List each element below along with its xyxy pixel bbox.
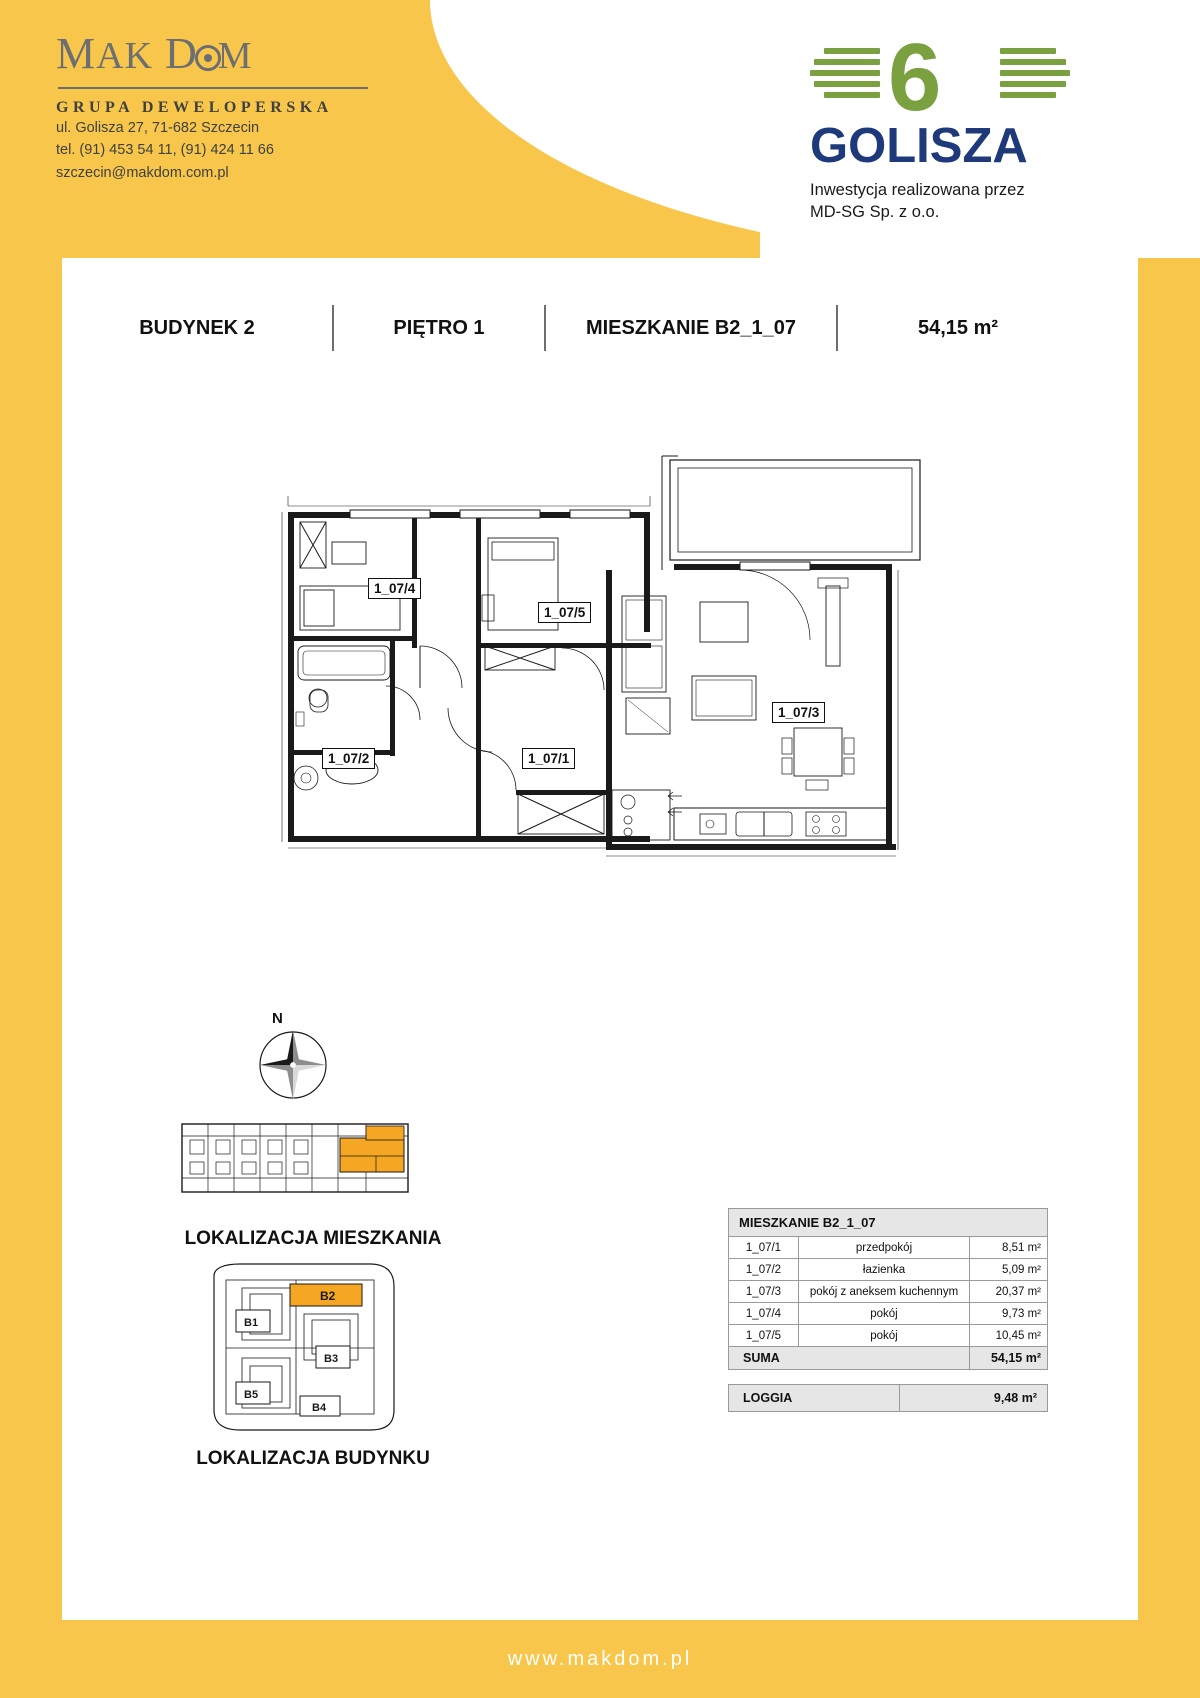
room-label-1_07_3: 1_07/3 [772,702,825,723]
apartment-location-svg [180,1118,410,1198]
sum-value: 54,15 m² [970,1347,1048,1370]
apartment-summary-bar [62,300,1138,356]
room-name: przedpokój [799,1237,970,1259]
compass-icon [250,1010,340,1110]
footer-bar [0,1620,1200,1698]
logo-divider [58,87,368,89]
building-location-plan [200,1258,400,1438]
site-label-B5: B5 [244,1389,259,1401]
site-label-B2: B2 [320,1289,336,1303]
room-label-1_07_4: 1_07/4 [368,578,421,599]
project-number: 6 [888,24,942,131]
loggia-value: 9,48 m² [900,1385,1048,1412]
room-area: 20,37 m² [970,1281,1048,1303]
site-label-B3: B3 [324,1353,339,1365]
footer-url[interactable]: www.makdom.pl [507,1647,693,1670]
compass-north-label: N [272,1010,283,1027]
room-code: 1_07/1 [729,1237,799,1259]
room-label-1_07_1: 1_07/1 [522,748,575,769]
apartment-label: MIESZKANIE B2_1_07 [585,316,797,339]
room-code: 1_07/3 [729,1281,799,1303]
company-logo [56,28,476,184]
loggia-label: LOGGIA [729,1385,900,1412]
table-row [729,1325,1048,1347]
company-email: szczecin@makdom.com.pl [56,164,229,181]
floor-plan-drawing [270,450,950,920]
loggia-table [728,1384,1048,1412]
site-label-B4: B4 [312,1402,327,1414]
project-name: GOLISZA [810,119,1028,173]
table-header-title: MIESZKANIE B2_1_07 [729,1209,1048,1237]
floor-label: PIĘTRO 1 [393,316,485,339]
company-phone: tel. (91) 453 54 11, (91) 424 11 66 [56,142,274,159]
building-location-caption: LOKALIZACJA BUDYNKU [196,1448,430,1469]
company-address: ul. Golisza 27, 71-682 Szczecin [56,120,260,136]
table-row [729,1303,1048,1325]
room-area: 5,09 m² [970,1259,1048,1281]
gear-icon [195,45,221,71]
loggia-row [729,1385,1048,1412]
building-bars-right-icon [1000,48,1070,110]
room-name: łazienka [799,1259,970,1281]
room-area: 8,51 m² [970,1237,1048,1259]
total-area-label: 54,15 m² [917,316,999,339]
room-name: pokój [799,1325,970,1347]
floor-plan-svg [270,450,950,920]
sum-label: SUMA [729,1347,970,1370]
table-row [729,1237,1048,1259]
room-name: pokój [799,1303,970,1325]
table-row [729,1281,1048,1303]
site-label-B1: B1 [244,1317,259,1329]
room-label-1_07_5: 1_07/5 [538,602,591,623]
company-name: MAK D M [56,29,253,78]
table-header-row [729,1209,1048,1237]
apartment-location-caption: LOKALIZACJA MIESZKANIA [184,1228,442,1249]
room-label-1_07_2: 1_07/2 [322,748,375,769]
building-bars-left-icon [810,48,880,110]
room-code: 1_07/4 [729,1303,799,1325]
project-logo-mark [810,24,1080,131]
company-tagline: GRUPA DEWELOPERSKA [56,99,333,116]
room-area: 9,73 m² [970,1303,1048,1325]
room-table [728,1208,1048,1370]
room-name: pokój z aneksem kuchennym [799,1281,970,1303]
table-row [729,1259,1048,1281]
room-area: 10,45 m² [970,1325,1048,1347]
room-code: 1_07/2 [729,1259,799,1281]
project-note-line1: Inwestycja realizowana przez [810,181,1025,199]
project-logo [810,24,1080,224]
apartment-location-plan [180,1118,410,1198]
room-code: 1_07/5 [729,1325,799,1347]
building-label: BUDYNEK 2 [139,316,255,339]
compass-rose [250,1010,340,1110]
table-sum-row [729,1347,1048,1370]
building-location-svg [200,1258,400,1438]
project-note-line2: MD-SG Sp. z o.o. [810,203,940,222]
room-schedule [728,1208,1048,1412]
